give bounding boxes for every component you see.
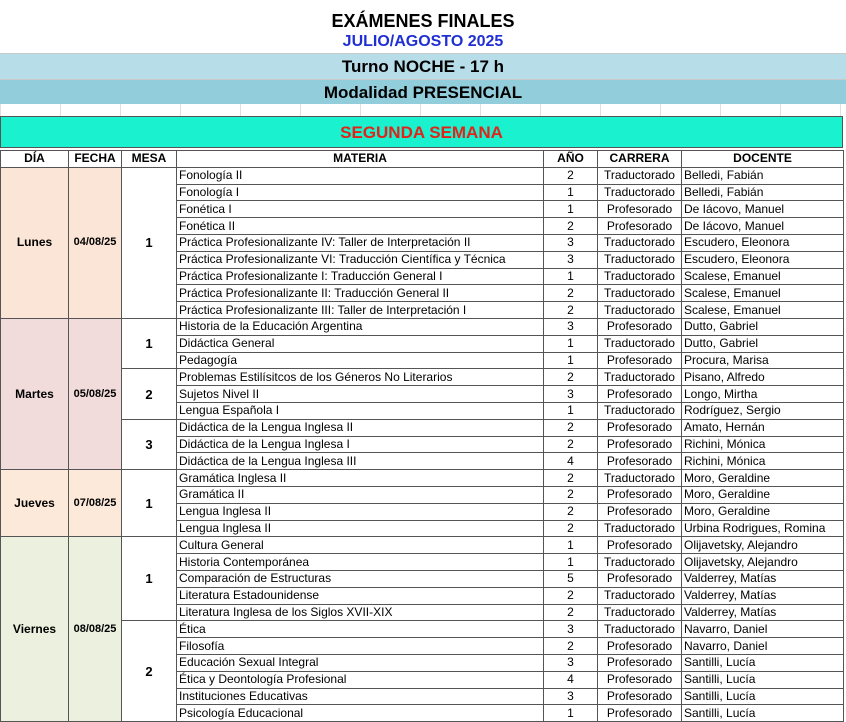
subject-cell: Fonética I	[177, 201, 544, 218]
subject-cell: Práctica Profesionalizante IV: Taller de Interpretación II	[177, 234, 544, 251]
teacher-cell: Moro, Geraldine	[682, 486, 844, 503]
subject-cell: Historia Contemporánea	[177, 554, 544, 571]
subject-cell: Didáctica General	[177, 335, 544, 352]
year-cell: 4	[544, 671, 598, 688]
year-cell: 3	[544, 386, 598, 403]
day-cell: Lunes	[1, 167, 69, 318]
year-cell: 4	[544, 453, 598, 470]
teacher-cell: Santilli, Lucía	[682, 688, 844, 705]
teacher-cell: Escudero, Eleonora	[682, 251, 844, 268]
column-header-docente: DOCENTE	[682, 151, 844, 168]
page-title: EXÁMENES FINALES	[331, 11, 515, 31]
mesa-cell: 1	[122, 537, 177, 621]
career-cell: Traductorado	[598, 335, 682, 352]
teacher-cell: Belledi, Fabián	[682, 184, 844, 201]
subject-cell: Práctica Profesionalizante I: Traducción General I	[177, 268, 544, 285]
year-cell: 2	[544, 520, 598, 537]
teacher-cell: Procura, Marisa	[682, 352, 844, 369]
career-cell: Traductorado	[598, 251, 682, 268]
year-cell: 3	[544, 251, 598, 268]
career-cell: Traductorado	[598, 268, 682, 285]
subject-cell: Práctica Profesionalizante III: Taller de Interpretación I	[177, 302, 544, 319]
mesa-cell: 1	[122, 470, 177, 537]
year-cell: 2	[544, 369, 598, 386]
table-row	[1, 621, 844, 638]
mesa-cell: 1	[122, 167, 177, 318]
date-cell: 08/08/25	[69, 537, 122, 722]
table-row	[1, 318, 844, 335]
year-cell: 1	[544, 335, 598, 352]
career-cell: Traductorado	[598, 604, 682, 621]
subject-cell: Filosofía	[177, 638, 544, 655]
career-cell: Traductorado	[598, 402, 682, 419]
career-cell: Traductorado	[598, 167, 682, 184]
subject-cell: Cultura General	[177, 537, 544, 554]
year-cell: 3	[544, 688, 598, 705]
subject-cell: Comparación de Estructuras	[177, 570, 544, 587]
career-cell: Profesorado	[598, 318, 682, 335]
subject-cell: Problemas Estilísitcos de los Géneros No Literarios	[177, 369, 544, 386]
mesa-cell: 3	[122, 419, 177, 469]
teacher-cell: Scalese, Emanuel	[682, 285, 844, 302]
career-cell: Traductorado	[598, 234, 682, 251]
year-cell: 1	[544, 352, 598, 369]
empty-spacer-row	[0, 104, 846, 116]
career-cell: Traductorado	[598, 554, 682, 571]
teacher-cell: Santilli, Lucía	[682, 705, 844, 722]
teacher-cell: Santilli, Lucía	[682, 671, 844, 688]
year-cell: 3	[544, 318, 598, 335]
career-cell: Profesorado	[598, 386, 682, 403]
mesa-cell: 1	[122, 318, 177, 368]
subject-cell: Literatura Inglesa de los Siglos XVII-XIX	[177, 604, 544, 621]
career-cell: Profesorado	[598, 705, 682, 722]
day-cell: Martes	[1, 318, 69, 469]
teacher-cell: Escudero, Eleonora	[682, 234, 844, 251]
subject-cell: Práctica Profesionalizante VI: Traducción Científica y Técnica	[177, 251, 544, 268]
subject-cell: Práctica Profesionalizante II: Traducción General II	[177, 285, 544, 302]
year-cell: 1	[544, 402, 598, 419]
subject-cell: Gramática Inglesa II	[177, 470, 544, 487]
career-cell: Profesorado	[598, 654, 682, 671]
year-cell: 2	[544, 503, 598, 520]
date-cell: 07/08/25	[69, 470, 122, 537]
year-cell: 2	[544, 167, 598, 184]
subject-cell: Instituciones Educativas	[177, 688, 544, 705]
year-cell: 2	[544, 302, 598, 319]
subject-cell: Fonología II	[177, 167, 544, 184]
table-row	[1, 419, 844, 436]
career-cell: Profesorado	[598, 218, 682, 235]
subject-cell: Fonética II	[177, 218, 544, 235]
column-header-anio: AÑO	[544, 151, 598, 168]
year-cell: 1	[544, 184, 598, 201]
career-cell: Profesorado	[598, 352, 682, 369]
career-cell: Profesorado	[598, 419, 682, 436]
career-cell: Profesorado	[598, 638, 682, 655]
page-subtitle: JULIO/AGOSTO 2025	[342, 33, 504, 50]
teacher-cell: Navarro, Daniel	[682, 621, 844, 638]
teacher-cell: Amato, Hernán	[682, 419, 844, 436]
teacher-cell: Moro, Geraldine	[682, 470, 844, 487]
table-body	[1, 167, 844, 721]
career-cell: Traductorado	[598, 470, 682, 487]
table-row	[1, 537, 844, 554]
year-cell: 1	[544, 554, 598, 571]
column-header-materia: MATERIA	[177, 151, 544, 168]
mesa-cell: 2	[122, 369, 177, 419]
subject-cell: Didáctica de la Lengua Inglesa I	[177, 436, 544, 453]
year-cell: 2	[544, 638, 598, 655]
year-cell: 3	[544, 654, 598, 671]
career-cell: Traductorado	[598, 587, 682, 604]
teacher-cell: Richini, Mónica	[682, 436, 844, 453]
subject-cell: Historia de la Educación Argentina	[177, 318, 544, 335]
teacher-cell: Urbina Rodrigues, Romina	[682, 520, 844, 537]
teacher-cell: Navarro, Daniel	[682, 638, 844, 655]
year-cell: 2	[544, 604, 598, 621]
career-cell: Traductorado	[598, 285, 682, 302]
column-header-carrera: CARRERA	[598, 151, 682, 168]
subject-cell: Literatura Estadounidense	[177, 587, 544, 604]
subject-cell: Gramática II	[177, 486, 544, 503]
teacher-cell: Valderrey, Matías	[682, 570, 844, 587]
career-cell: Profesorado	[598, 453, 682, 470]
subject-cell: Psicología Educacional	[177, 705, 544, 722]
year-cell: 2	[544, 419, 598, 436]
date-cell: 04/08/25	[69, 167, 122, 318]
career-cell: Traductorado	[598, 184, 682, 201]
teacher-cell: De Iácovo, Manuel	[682, 201, 844, 218]
day-cell: Jueves	[1, 470, 69, 537]
year-cell: 2	[544, 285, 598, 302]
teacher-cell: Valderrey, Matías	[682, 604, 844, 621]
teacher-cell: Scalese, Emanuel	[682, 268, 844, 285]
career-cell: Profesorado	[598, 537, 682, 554]
teacher-cell: Santilli, Lucía	[682, 654, 844, 671]
career-cell: Traductorado	[598, 520, 682, 537]
career-cell: Traductorado	[598, 621, 682, 638]
teacher-cell: Pisano, Alfredo	[682, 369, 844, 386]
teacher-cell: Moro, Geraldine	[682, 503, 844, 520]
career-cell: Traductorado	[598, 369, 682, 386]
teacher-cell: Valderrey, Matías	[682, 587, 844, 604]
year-cell: 1	[544, 268, 598, 285]
subject-cell: Lengua Española I	[177, 402, 544, 419]
year-cell: 2	[544, 486, 598, 503]
subject-cell: Pedagogía	[177, 352, 544, 369]
turno-banner: Turno NOCHE - 17 h	[0, 53, 846, 80]
table-header-row	[1, 151, 844, 168]
year-cell: 2	[544, 436, 598, 453]
column-header-dia: DÍA	[1, 151, 69, 168]
career-cell: Profesorado	[598, 436, 682, 453]
subject-cell: Didáctica de la Lengua Inglesa II	[177, 419, 544, 436]
teacher-cell: Olijavetsky, Alejandro	[682, 554, 844, 571]
teacher-cell: Rodríguez, Sergio	[682, 402, 844, 419]
date-cell: 05/08/25	[69, 318, 122, 469]
teacher-cell: Olijavetsky, Alejandro	[682, 537, 844, 554]
year-cell: 3	[544, 234, 598, 251]
subject-cell: Lengua Inglesa II	[177, 520, 544, 537]
subject-cell: Sujetos Nivel II	[177, 386, 544, 403]
career-cell: Profesorado	[598, 486, 682, 503]
year-cell: 1	[544, 201, 598, 218]
table-row	[1, 167, 844, 184]
column-header-mesa: MESA	[122, 151, 177, 168]
career-cell: Traductorado	[598, 302, 682, 319]
teacher-cell: Scalese, Emanuel	[682, 302, 844, 319]
teacher-cell: Richini, Mónica	[682, 453, 844, 470]
career-cell: Profesorado	[598, 201, 682, 218]
year-cell: 2	[544, 587, 598, 604]
teacher-cell: Dutto, Gabriel	[682, 335, 844, 352]
subject-cell: Ética	[177, 621, 544, 638]
teacher-cell: Belledi, Fabián	[682, 167, 844, 184]
year-cell: 2	[544, 470, 598, 487]
career-cell: Profesorado	[598, 570, 682, 587]
modalidad-banner: Modalidad PRESENCIAL	[0, 79, 846, 105]
career-cell: Profesorado	[598, 671, 682, 688]
table-row	[1, 470, 844, 487]
subject-cell: Didáctica de la Lengua Inglesa III	[177, 453, 544, 470]
mesa-cell: 2	[122, 621, 177, 722]
subject-cell: Educación Sexual Integral	[177, 654, 544, 671]
day-cell: Viernes	[1, 537, 69, 722]
subject-cell: Lengua Inglesa II	[177, 503, 544, 520]
teacher-cell: Dutto, Gabriel	[682, 318, 844, 335]
year-cell: 3	[544, 621, 598, 638]
year-cell: 2	[544, 218, 598, 235]
subject-cell: Ética y Deontología Profesional	[177, 671, 544, 688]
year-cell: 1	[544, 705, 598, 722]
column-header-fecha: FECHA	[69, 151, 122, 168]
teacher-cell: Longo, Mirtha	[682, 386, 844, 403]
exam-schedule-table	[0, 150, 844, 722]
year-cell: 5	[544, 570, 598, 587]
subject-cell: Fonología I	[177, 184, 544, 201]
week-banner: SEGUNDA SEMANA	[0, 116, 843, 148]
table-row	[1, 369, 844, 386]
year-cell: 1	[544, 537, 598, 554]
career-cell: Profesorado	[598, 503, 682, 520]
career-cell: Profesorado	[598, 688, 682, 705]
teacher-cell: De Iácovo, Manuel	[682, 218, 844, 235]
